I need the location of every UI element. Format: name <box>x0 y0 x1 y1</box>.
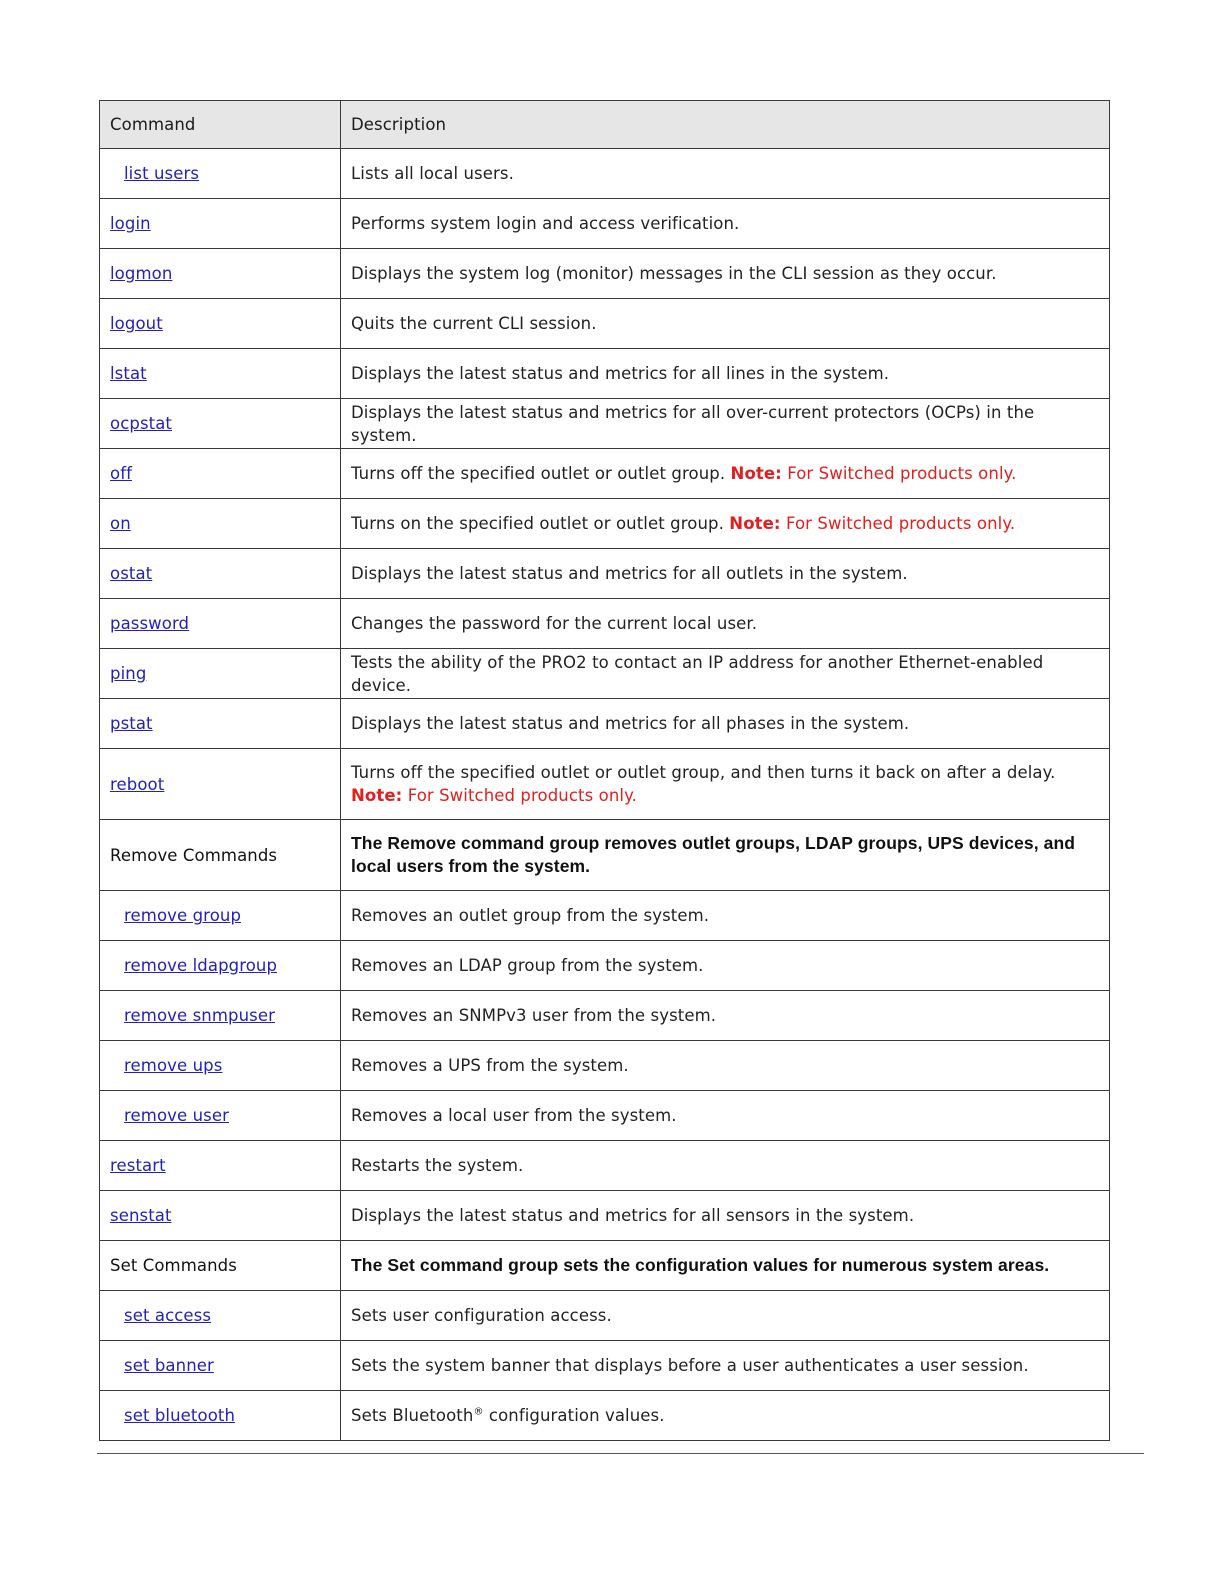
command-link-logmon[interactable]: logmon <box>110 264 173 283</box>
description-cell <box>341 1341 1110 1391</box>
table-row <box>100 199 1110 249</box>
note-text: For Switched products only. <box>787 464 1017 483</box>
command-link-login[interactable]: login <box>110 214 151 233</box>
description-cell <box>341 449 1110 499</box>
description-column-header: Description <box>341 101 1110 149</box>
command-cell <box>100 149 341 199</box>
table-row <box>100 649 1110 699</box>
description-cell <box>341 299 1110 349</box>
description-cell <box>341 349 1110 399</box>
command-cell <box>100 649 341 699</box>
table-row <box>100 1341 1110 1391</box>
switched-only-note <box>731 464 1017 483</box>
description-cell <box>341 649 1110 699</box>
command-cell <box>100 891 341 941</box>
command-link-set-bluetooth[interactable]: set bluetooth <box>124 1406 236 1425</box>
description-cell <box>341 1391 1110 1441</box>
description-cell <box>341 1291 1110 1341</box>
description-cell <box>341 399 1110 449</box>
table-row <box>100 149 1110 199</box>
command-link-logout[interactable]: logout <box>110 314 163 333</box>
command-cell <box>100 749 341 820</box>
table-row <box>100 941 1110 991</box>
description-text: Removes an outlet group from the system. <box>351 906 710 925</box>
command-column-header: Command <box>100 101 341 149</box>
command-cell <box>100 991 341 1041</box>
description-text: Tests the ability of the PRO2 to contact an IP address for another Ethernet-enabled device. <box>351 652 1044 695</box>
group-description-cell <box>341 820 1110 891</box>
description-text: Displays the latest status and metrics for all lines in the system. <box>351 364 890 383</box>
command-link-on[interactable]: on <box>110 514 131 533</box>
description-text: Sets Bluetooth <box>351 1406 474 1425</box>
description-text: Displays the latest status and metrics for all phases in the system. <box>351 714 910 733</box>
table-row <box>100 1041 1110 1091</box>
command-link-ocpstat[interactable]: ocpstat <box>110 414 172 433</box>
table-row <box>100 299 1110 349</box>
description-text: Quits the current CLI session. <box>351 314 597 333</box>
description-text: Displays the system log (monitor) messages in the CLI session as they occur. <box>351 264 997 283</box>
description-text: The Remove command group removes outlet groups, LDAP groups, UPS devices, and local users from the system. <box>351 833 1076 876</box>
table-row <box>100 449 1110 499</box>
description-text: Displays the latest status and metrics for all outlets in the system. <box>351 564 908 583</box>
description-cell <box>341 991 1110 1041</box>
description-cell <box>341 699 1110 749</box>
group-description-cell <box>341 1241 1110 1291</box>
note-label: Note: <box>730 464 782 483</box>
command-cell <box>100 349 341 399</box>
registered-mark: ® <box>473 1406 484 1418</box>
command-link-lstat[interactable]: lstat <box>110 364 147 383</box>
command-cell <box>100 399 341 449</box>
command-cell <box>100 599 341 649</box>
command-cell <box>100 449 341 499</box>
command-link-off[interactable]: off <box>110 464 133 483</box>
description-cell <box>341 249 1110 299</box>
table-row <box>100 1141 1110 1191</box>
description-cell <box>341 149 1110 199</box>
command-cell <box>100 299 341 349</box>
command-group-row <box>100 1241 1110 1291</box>
table-row <box>100 1291 1110 1341</box>
command-link-remove-ldapgroup[interactable]: remove ldapgroup <box>124 956 278 975</box>
description-text: Sets the system banner that displays before a user authenticates a user session. <box>351 1356 1029 1375</box>
command-cell <box>100 1341 341 1391</box>
command-cell <box>100 699 341 749</box>
description-text: Removes a local user from the system. <box>351 1106 677 1125</box>
description-text: Turns off the specified outlet or outlet group, and then turns it back on after a delay. <box>351 763 1056 782</box>
description-text-tail: configuration values. <box>483 1406 665 1425</box>
command-link-set-banner[interactable]: set banner <box>124 1356 214 1375</box>
description-cell <box>341 749 1110 820</box>
command-cell <box>100 549 341 599</box>
command-link-restart[interactable]: restart <box>110 1156 166 1175</box>
description-text: Displays the latest status and metrics for all sensors in the system. <box>351 1206 915 1225</box>
note-label: Note: <box>351 786 403 805</box>
footer-divider <box>97 1453 1144 1454</box>
command-link-remove-group[interactable]: remove group <box>124 906 242 925</box>
command-link-remove-ups[interactable]: remove ups <box>124 1056 223 1075</box>
command-cell <box>100 941 341 991</box>
command-link-reboot[interactable]: reboot <box>110 774 165 794</box>
table-row <box>100 1391 1110 1441</box>
command-link-set-access[interactable]: set access <box>124 1306 212 1325</box>
command-cell <box>100 1041 341 1091</box>
table-row <box>100 1191 1110 1241</box>
description-text: Changes the password for the current local user. <box>351 614 758 633</box>
description-cell <box>341 891 1110 941</box>
command-link-senstat[interactable]: senstat <box>110 1206 172 1225</box>
command-cell <box>100 1191 341 1241</box>
command-link-list-users[interactable]: list users <box>124 164 200 183</box>
table-row <box>100 749 1110 820</box>
description-text: Sets user configuration access. <box>351 1306 612 1325</box>
command-cell: Set Commands <box>100 1241 341 1291</box>
table-row <box>100 349 1110 399</box>
note-text: For Switched products only. <box>785 514 1016 533</box>
command-cell: Remove Commands <box>100 820 341 891</box>
table-row <box>100 891 1110 941</box>
table-row <box>100 991 1110 1041</box>
table-header-row <box>100 101 1110 149</box>
command-group-row <box>100 820 1110 891</box>
switched-only-note <box>729 514 1015 533</box>
command-link-remove-user[interactable]: remove user <box>124 1106 229 1125</box>
description-cell <box>341 199 1110 249</box>
description-text: The Set command group sets the configuration values for numerous system areas. <box>351 1255 1050 1275</box>
description-text: Removes a UPS from the system. <box>351 1056 629 1075</box>
command-cell <box>100 199 341 249</box>
description-cell <box>341 941 1110 991</box>
description-text: Displays the latest status and metrics for all over-current protectors (OCPs) in the system. <box>351 402 1035 445</box>
description-cell <box>341 549 1110 599</box>
description-cell <box>341 1091 1110 1141</box>
command-table <box>99 100 1110 1441</box>
description-text: Lists all local users. <box>351 164 514 183</box>
description-cell <box>341 1191 1110 1241</box>
note-label: Note: <box>729 514 781 533</box>
description-text: Removes an SNMPv3 user from the system. <box>351 1006 717 1025</box>
command-link-ping[interactable]: ping <box>110 664 147 683</box>
table-row <box>100 549 1110 599</box>
command-link-ostat[interactable]: ostat <box>110 564 153 583</box>
description-cell <box>341 1041 1110 1091</box>
command-cell <box>100 1291 341 1341</box>
command-cell <box>100 249 341 299</box>
description-text: Restarts the system. <box>351 1156 524 1175</box>
command-link-pstat[interactable]: pstat <box>110 714 153 733</box>
description-cell <box>341 1141 1110 1191</box>
command-cell <box>100 499 341 549</box>
description-text: Performs system login and access verification. <box>351 214 740 233</box>
command-link-password[interactable]: password <box>110 614 190 633</box>
table-row <box>100 599 1110 649</box>
description-text: Turns on the specified outlet or outlet group. <box>351 514 724 533</box>
description-text: Turns off the specified outlet or outlet group. <box>351 464 726 483</box>
switched-only-note <box>351 786 637 805</box>
table-row <box>100 399 1110 449</box>
table-row <box>100 699 1110 749</box>
table-row <box>100 1091 1110 1141</box>
command-cell <box>100 1391 341 1441</box>
table-body <box>100 149 1110 1441</box>
note-text: For Switched products only. <box>407 786 637 805</box>
command-link-remove-snmpuser[interactable]: remove snmpuser <box>124 1006 275 1025</box>
command-cell <box>100 1141 341 1191</box>
description-text: Removes an LDAP group from the system. <box>351 956 704 975</box>
document-page <box>99 100 1109 1441</box>
table-row <box>100 249 1110 299</box>
table-row <box>100 499 1110 549</box>
description-cell <box>341 599 1110 649</box>
command-cell <box>100 1091 341 1141</box>
description-cell <box>341 499 1110 549</box>
